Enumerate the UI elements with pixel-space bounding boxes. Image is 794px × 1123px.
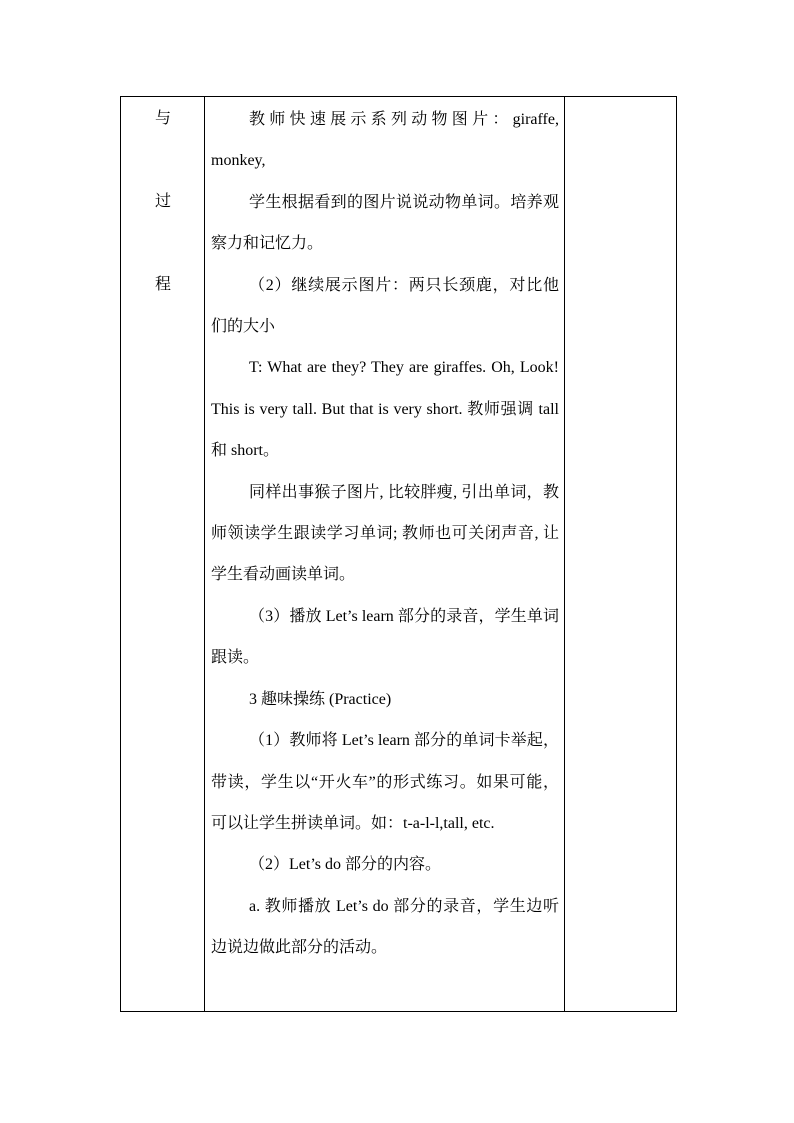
paragraph: a. 教师播放 Let’s do 部分的录音，学生边听边说边做此部分的活动。 (211, 897, 559, 957)
paragraph: （3）播放 Let’s learn 部分的录音，学生单词跟读。 (211, 607, 559, 667)
paragraph: （2）继续展示图片：两只长颈鹿，对比他们的大小 (211, 276, 559, 336)
content-column (211, 97, 559, 1011)
paragraph: T: What are they? They are giraffes. Oh, Look! This is very tall. But that is very short. 教师强调 tall 和 short。 (211, 359, 559, 460)
section-label-char: 过 (154, 193, 171, 210)
section-label-column (121, 97, 205, 1011)
paragraph: 教师快速展示系列动物图片：giraffe, monkey, (211, 111, 559, 170)
paragraph: 同样出事猴子图片, 比较胖瘦, 引出单词，教师领读学生跟读学习单词; 教师也可关闭声音, 让学生看动画读单词。 (211, 483, 559, 584)
column-divider (564, 97, 565, 1011)
section-label-char: 程 (154, 276, 171, 293)
lesson-table (120, 96, 677, 1012)
section-heading: 3 趣味操练 (Practice) (249, 690, 392, 708)
paragraph: （2）Let’s do 部分的内容。 (249, 856, 441, 874)
paragraph: 学生根据看到的图片说说动物单词。培养观察力和记忆力。 (211, 193, 559, 253)
paragraph: （1）教师将 Let’s learn 部分的单词卡举起，带读，学生以“开火车”的形式练习。如果可能，可以让学生拼读单词。如：t-a-l-l,tall, etc. (211, 732, 559, 832)
section-label-char: 与 (154, 110, 171, 127)
